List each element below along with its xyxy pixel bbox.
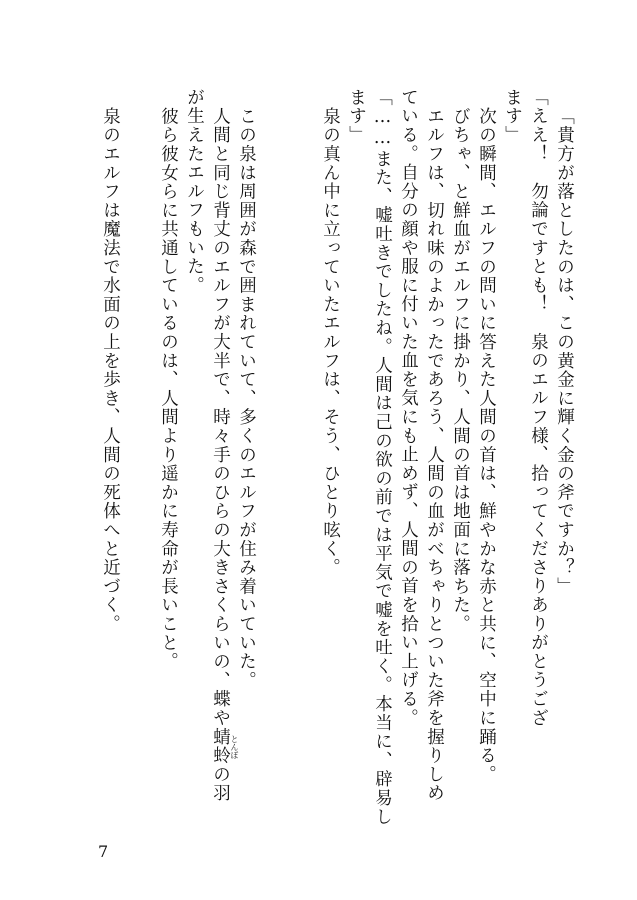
ruby-tonbo: とんぼ: [230, 735, 239, 759]
text-line-12: 人間と同じ背丈のエルフが大半で、時々手のひらの大きさくらいの、蝶や蜻蛉の羽: [210, 107, 231, 803]
text-line-6: エルフは、切れ味のよかったであろう、人間の血がべちゃりとついた斧を握りしめ: [424, 107, 445, 803]
text-line-7: ている。自分の顔や服に付いた血を気にも止めず、人間の首を拾い上げる。: [398, 88, 419, 728]
text-line-10: 泉の真ん中に立っていたエルフは、そう、ひとり呟く。: [320, 107, 341, 577]
text-line-1: 「貴方が落としたのは、この黄金に輝く金の斧ですか？」: [554, 107, 575, 596]
text-line-3: ます」: [502, 88, 523, 145]
text-line-4: 次の瞬間、エルフの問いに答えた人間の首は、鮮やかな赤と共に、空中に踊る。: [476, 107, 497, 784]
text-line-5: びちゃ、と鮮血がエルフに掛かり、人間の首は地面に落ちた。: [450, 107, 471, 634]
text-line-9: ます」: [346, 88, 367, 145]
text-line-11: この泉は周囲が森で囲まれていて、多くのエルフが住み着いていた。: [236, 107, 257, 690]
text-line-13: が生えたエルフもいた。: [184, 88, 205, 295]
text-line-14: 彼ら彼女らに共通しているのは、人間より遥かに寿命が長いこと。: [158, 107, 179, 671]
text-line-15: 泉のエルフは魔法で水面の上を歩き、人間の死体へと近づく。: [100, 107, 121, 634]
page-number: 7: [98, 842, 109, 861]
text-line-8: 「……また、嘘吐きでしたね。人間は己の欲の前では平気で嘘を吐く。本当に、辟易し: [372, 88, 393, 827]
text-line-2: 「ええ！ 勿論ですとも！ 泉のエルフ様、拾ってくださりありがとうござ: [528, 88, 549, 728]
